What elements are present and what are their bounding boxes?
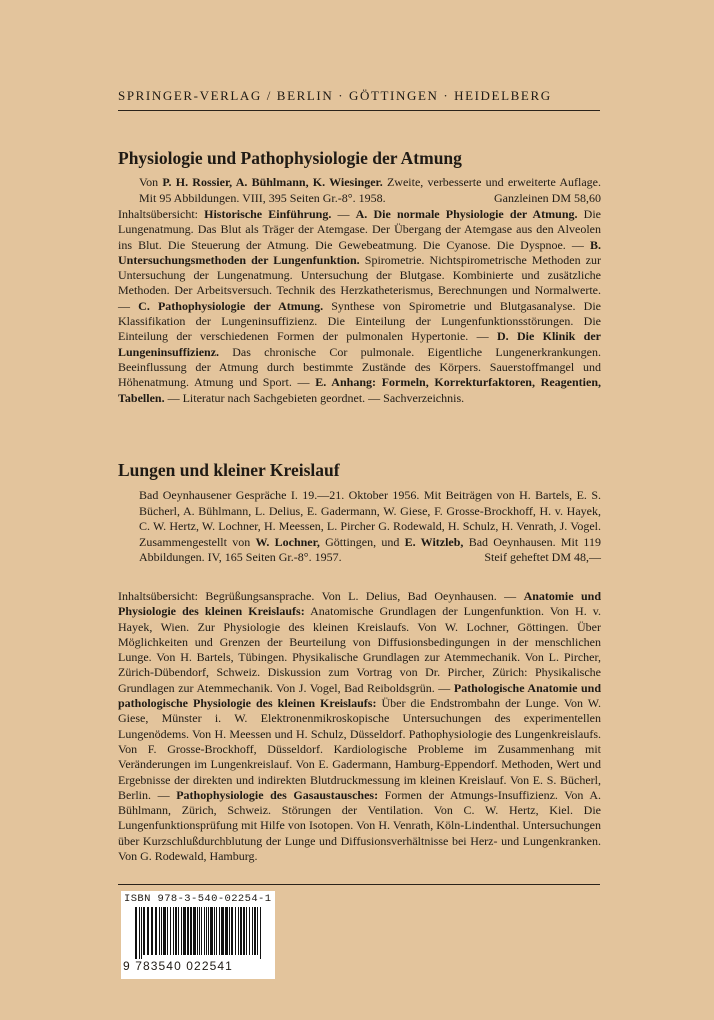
- book2-contents-segment: Pathologische Anatomie und pathologische Physiologie des kleinen Kreislaufs:: [118, 680, 602, 711]
- book2-meta: [139, 488, 601, 566]
- barcode-bar: [257, 907, 258, 955]
- book1-contents-segment: A. Die normale Physiologie der Atmung.: [355, 207, 578, 221]
- book1-contents-segment: D. Die Klinik der Lungeninsuffizienz.: [118, 329, 601, 359]
- book1-title: Physiologie und Pathophysiologie der Atmung: [118, 148, 462, 168]
- barcode-bar: [252, 907, 253, 955]
- barcode-bar: [187, 907, 189, 955]
- barcode-bar: [204, 907, 205, 955]
- barcode-bar: [246, 907, 247, 955]
- book2-contents-segment: Pathophysiologie des Gasaustausches:: [176, 787, 379, 802]
- book2-meta-segment: Bad Oeynhausen. Mit 119 Abbildungen. IV, 165 Seiten Gr.-8°. 1957.: [139, 534, 601, 564]
- book2-meta-segment: W. Lochner,: [255, 534, 320, 549]
- barcode-bar: [183, 907, 186, 955]
- barcode-bar: [175, 907, 177, 955]
- barcode-bar: [199, 907, 200, 955]
- barcode-bar: [190, 907, 192, 955]
- book1-price: Ganzleinen DM 58,60: [494, 190, 601, 205]
- barcode-bar: [147, 907, 149, 955]
- barcode-bar: [254, 907, 256, 955]
- book2-contents-segment: Über die Endstrombahn der Lunge. Von W. Giese, Münster i. W. Elektronenmikroskopische Untersuchungen des experimentellen Lungenödems. Von H. Meessen und H. Schulz, Düsseldorf. Pathophysiologie des Lungenkreislaufs. Von F. Grosse-Brockhoff, Düsseldorf. Kardiologische Probleme im Zusammenhang mit Veränderungen im Lungenkreislauf. Von E. Gadermann, Hamburg-Eppendorf. Methoden, Wert und Ergebnisse der direkten und indirekten Blutdruckmessung im kleinen Kreislauf. Von E. S. Bücherl, Berlin. —: [118, 696, 601, 802]
- barcode-bar: [181, 907, 182, 955]
- barcode-bar: [141, 907, 142, 959]
- barcode-bar: [139, 907, 140, 959]
- barcode-bar: [173, 907, 174, 955]
- barcode-bar: [193, 907, 196, 955]
- book2-contents-segment: Formen der Atmungs-Insuffizienz. Von A. Bühlmann, Zürich, Schweiz. Störungen der Ventilation. Von C. W. Hertz, Kiel. Die Lungenfunktionsprüfung mit Hilfe von Isotopen. Von H. Venrath, Köln-Lindenthal. Untersuchungen über Kurzschlußdurchblutung der Lunge und Diffusionsverhältnisse bei Herz- und Lungenkranken. Von G. Rodewald, Hamburg.: [118, 787, 602, 864]
- barcode-bar: [214, 907, 215, 955]
- barcode-bar: [210, 907, 213, 955]
- barcode-bar: [155, 907, 157, 955]
- book1-authors: P. H. Rossier, A. Bühlmann, K. Wiesinger.: [162, 175, 383, 189]
- book1-contents-segment: Die Lungenatmung. Das Blut als Träger der Atemgase. Der Übergang der Atemgase aus den Alveolen ins Blut. Die Steuerung der Atmung. Die Gewebeatmung. Die Cyanose. Die Dyspnoe. —: [118, 207, 602, 252]
- barcode-bar: [225, 907, 228, 955]
- book2-contents-segment: Inhaltsübersicht: Begrüßungsansprache. Von L. Delius, Bad Oeynhausen. —: [118, 589, 524, 603]
- barcode-bar: [178, 907, 179, 955]
- book1-contents-segment: Spirometrie. Nichtspirometrische Methoden zur Untersuchung der Lungenatmung. Untersuchung der Blutgase. Kombinierte und zusätzliche Methoden. Der Arbeitsversuch. Technik des Herzkatheterismus, Berechnungen und Normalwerte. —: [118, 252, 601, 313]
- book2-price: Steif geheftet DM 48,—: [484, 550, 601, 564]
- book1-contents: [118, 207, 601, 406]
- bottom-divider: [118, 884, 600, 885]
- barcode-icon: [133, 907, 267, 959]
- isbn-barcode-block: [121, 891, 275, 979]
- book1-contents-segment: Inhaltsübersicht:: [118, 207, 205, 221]
- barcode-bar: [231, 907, 233, 955]
- barcode-bar: [135, 907, 137, 959]
- book2-meta-segment: E. Witzleb,: [404, 534, 464, 549]
- book2-meta-segment: Bad Oeynhausener Gespräche I. 19.—21. Oktober 1956. Mit Beiträgen von H. Bartels, E. S. Bücherl, A. Bühlmann, L. Delius, E. Gadermann, W. Giese, F. Grosse-Brockhoff, H. v. Hayek, C. W. Hertz, W. Lochner, H. Meessen, L. Pircher G. Rodewald, H. Schulz, H. Venrath, J. Vogel. Zusammengestellt von: [139, 488, 601, 549]
- book2-contents: [118, 589, 601, 864]
- barcode-bar: [197, 907, 198, 955]
- book2-title: Lungen und kleiner Kreislauf: [118, 460, 340, 480]
- barcode-bar: [260, 907, 261, 959]
- barcode-bar: [159, 907, 160, 955]
- top-divider: [118, 110, 600, 111]
- book2-meta-segment: Göttingen, und: [319, 534, 405, 549]
- barcode-bar: [151, 907, 153, 955]
- book1-von: Von: [139, 175, 163, 189]
- book2-contents-segment: Anatomie und Physiologie des kleinen Kreislaufs:: [118, 589, 602, 619]
- publisher-line: SPRINGER-VERLAG / BERLIN · GÖTTINGEN · HEIDELBERG: [118, 88, 552, 103]
- barcode-bar: [161, 907, 162, 955]
- book1-contents-segment: C. Pathophysiologie der Atmung.: [138, 298, 324, 313]
- book1-details: Zweite, verbesserte und erweiterte Auflage. Mit 95 Abbildungen. VIII, 395 Seiten Gr.-8°. 1958.: [139, 175, 601, 205]
- book1-contents-segment: B. Untersuchungsmethoden der Lungenfunktion.: [118, 237, 601, 267]
- barcode-bar: [221, 907, 224, 955]
- barcode-bar: [219, 907, 220, 955]
- book2-contents-segment: Anatomische Grundlagen der Lungenfunktion. Von H. v. Hayek, Wien. Zur Physiologie des kleinen Kreislaufs. Von W. Lochner, Göttingen. Über Möglichkeiten und Grenzen der Beurteilung von Diffusionsbedingungen in der menschlichen Lunge. Von H. Bartels, Tübingen. Physikalische Grundlagen zur Atemmechanik. Von L. Pircher, Zürich-Dübendorf, Schweiz. Diskussion zum Vortrag von Dr. Pircher, Zürich: Physikalische Grundlagen zur Atemmechanik. Von J. Vogel, Bad Reiboldsgrün. —: [118, 604, 601, 695]
- book1-contents-segment: E. Anhang: Formeln, Korrekturfaktoren, Reagentien, Tabellen.: [118, 375, 601, 405]
- barcode-bar: [163, 907, 166, 955]
- book1-contents-segment: Synthese von Spirometrie und Blutgasanalyse. Die Klassifikation der Lungeninsuffizienz. Die Einteilung der Lungenfunktionsstörungen. Die Einteilung der verschiedenen Formen der pulmonalen Hypertonie. —: [118, 298, 601, 344]
- book1-contents-segment: — Literatur nach Sachgebieten geordnet. — Sachverzeichnis.: [164, 390, 465, 405]
- barcode-bar: [208, 907, 209, 955]
- barcode-bar: [201, 907, 202, 955]
- barcode-bar: [249, 907, 250, 955]
- book1-contents-segment: Historische Einführung.: [204, 207, 332, 221]
- book1-contents-segment: Das chronische Cor pulmonale. Eigentliche Lungenerkrankungen. Beeinflussung der Atmung durch bestimmte Zustände des Körpers. Sauerstoffmangel und Höhenatmung. Atmung und Sport. —: [118, 344, 601, 390]
- book1-contents-segment: —: [331, 207, 356, 221]
- barcode-bar: [235, 907, 236, 955]
- isbn-label: ISBN 978-3-540-02254-1: [124, 893, 272, 905]
- barcode-bar: [243, 907, 245, 955]
- barcode-bar: [143, 907, 145, 955]
- book1-meta: [139, 175, 601, 206]
- barcode-bar: [167, 907, 168, 955]
- barcode-bar: [216, 907, 217, 955]
- barcode-bar: [240, 907, 242, 955]
- barcode-bar: [206, 907, 207, 955]
- barcode-digits: 9 783540 022541: [123, 959, 233, 973]
- barcode-bar: [170, 907, 171, 955]
- barcode-bar: [238, 907, 239, 955]
- barcode-bar: [229, 907, 230, 955]
